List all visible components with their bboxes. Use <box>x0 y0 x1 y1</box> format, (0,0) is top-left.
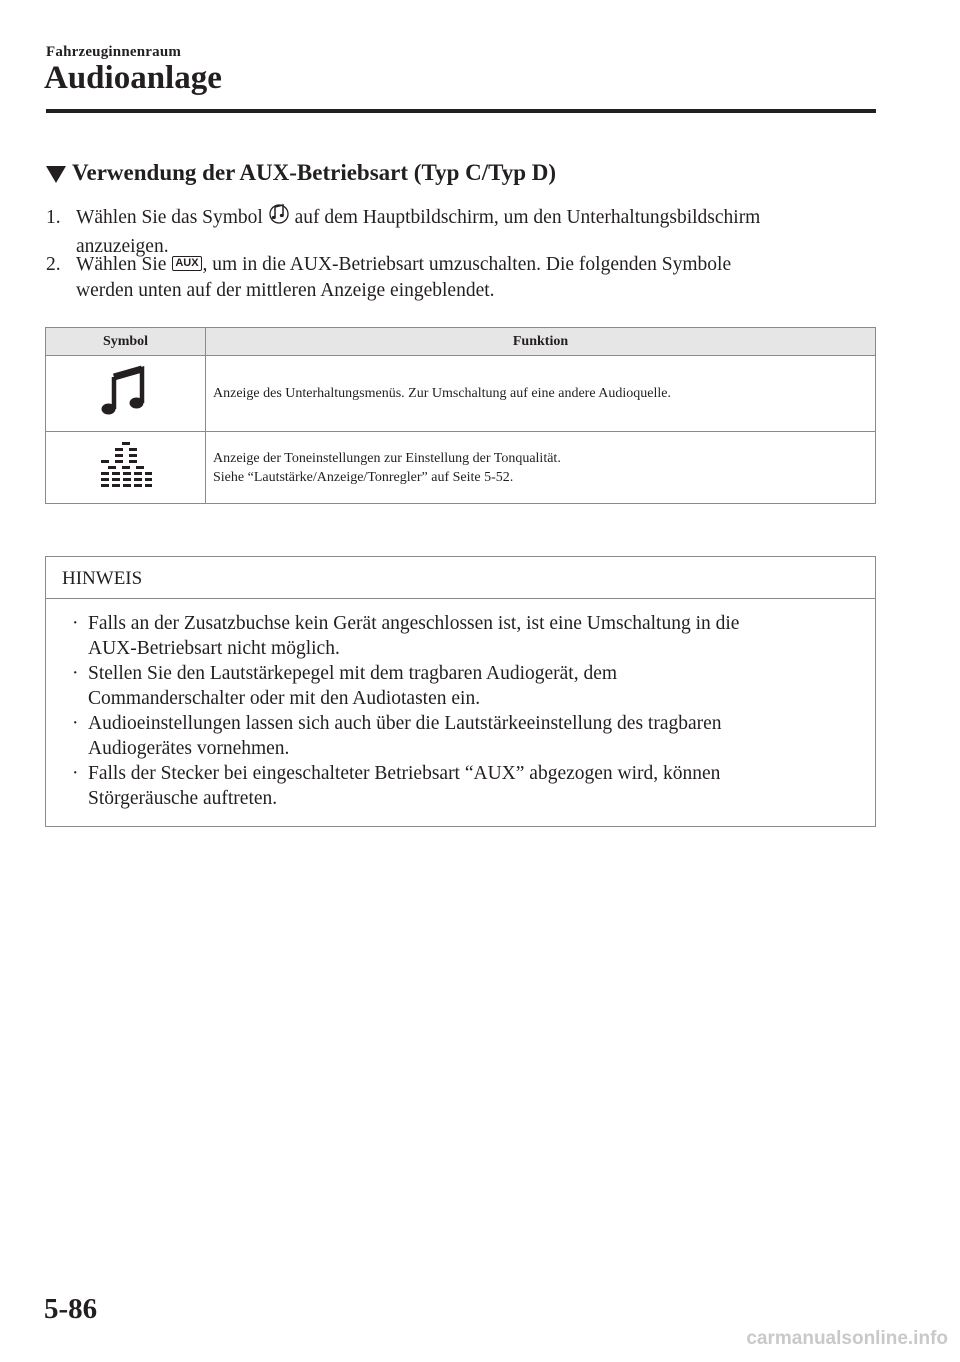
list-item-line: Störgeräusche auftreten. <box>88 788 278 809</box>
watermark: carmanualsonline.info <box>746 1328 948 1349</box>
list-item: · Audioeinstellungen lassen sich auch über die Lautstärkeeinstellung des tragbaren Audiogerätes vornehmen. <box>72 713 722 759</box>
table-header-symbol: Symbol <box>46 328 206 356</box>
list-item: · Stellen Sie den Lautstärkepegel mit dem tragbaren Audiogerät, dem Commanderschalter oder mit den Audiotasten ein. <box>72 663 618 709</box>
music-note-icon <box>269 200 289 234</box>
step-1-text-after: auf dem Hauptbildschirm, um den Unterhaltungsbildschirm <box>294 207 761 228</box>
list-item-line: Audioeinstellungen lassen sich auch über die Lautstärkeeinstellung des tragbaren <box>88 713 722 734</box>
note-list <box>62 611 857 811</box>
list-item-line: Falls der Stecker bei eingeschalteter Betriebsart “AUX” abgezogen wird, können <box>88 763 721 784</box>
note-header <box>46 557 875 599</box>
function-text: Anzeige des Unterhaltungsmenüs. Zur Umschaltung auf eine andere Audioquelle. <box>213 386 671 401</box>
page-number: 5-86 <box>44 1293 98 1325</box>
symbol-table <box>45 327 876 504</box>
list-item-line: Commanderschalter oder mit den Audiotasten ein. <box>88 688 481 709</box>
table-cell-symbol <box>46 432 206 504</box>
list-item-line: Stellen Sie den Lautstärkepegel mit dem tragbaren Audiogerät, dem <box>88 663 618 684</box>
step-2-text-before: Wählen Sie <box>76 254 167 275</box>
function-text: Anzeige der Toneinstellungen zur Einstellung der Tonqualität. <box>213 450 561 466</box>
note-box <box>45 556 876 827</box>
title-rule <box>46 109 876 113</box>
table-cell-symbol <box>46 356 206 432</box>
step-2-text-after: , um in die AUX-Betriebsart umzuschalten. Die folgenden Symbole <box>202 254 732 275</box>
table-header-row <box>46 328 876 356</box>
list-item: · Falls an der Zusatzbuchse kein Gerät angeschlossen ist, ist eine Umschaltung in die AUX-Betriebsart nicht möglich. <box>72 613 740 659</box>
table-row <box>46 356 876 432</box>
list-item-line: Audiogerätes vornehmen. <box>88 738 290 759</box>
table-row <box>46 432 876 504</box>
step-2-line-2: werden unten auf der mittleren Anzeige eingeblendet. <box>76 280 495 301</box>
list-item-line: AUX-Betriebsart nicht möglich. <box>88 638 340 659</box>
step-1 <box>46 200 866 260</box>
step-1-line-1 <box>46 200 866 234</box>
step-2-line-1 <box>46 252 866 278</box>
section-heading <box>46 160 556 186</box>
table-cell-function <box>206 432 876 504</box>
note-title: HINWEIS <box>62 568 143 589</box>
list-item-line: Falls an der Zusatzbuchse kein Gerät angeschlossen ist, ist eine Umschaltung in die <box>88 613 740 634</box>
chapter-label: Fahrzeuginnenraum <box>46 44 182 60</box>
step-1-line-2: anzuzeigen. <box>76 236 169 257</box>
step-2-number: 2. <box>46 254 61 275</box>
table-cell-function <box>206 356 876 432</box>
table-header-function: Funktion <box>206 328 876 356</box>
list-item: · Falls der Stecker bei eingeschalteter Betriebsart “AUX” abgezogen wird, können Störgeräusche auftreten. <box>72 763 721 809</box>
music-note-icon <box>100 406 152 421</box>
sound-settings-icon <box>99 479 153 494</box>
step-1-number: 1. <box>46 207 61 228</box>
step-2 <box>46 252 866 304</box>
aux-button-icon: AUX <box>172 256 201 271</box>
triangle-marker-icon <box>46 166 66 183</box>
function-text-reference: Siehe “Lautstärke/Anzeige/Tonregler” auf Seite 5-52. <box>213 469 514 485</box>
step-1-text-before: Wählen Sie das Symbol <box>76 207 263 228</box>
section-heading-text: Verwendung der AUX-Betriebsart (Typ C/Typ D) <box>72 160 557 185</box>
page-title: Audioanlage <box>44 60 222 96</box>
